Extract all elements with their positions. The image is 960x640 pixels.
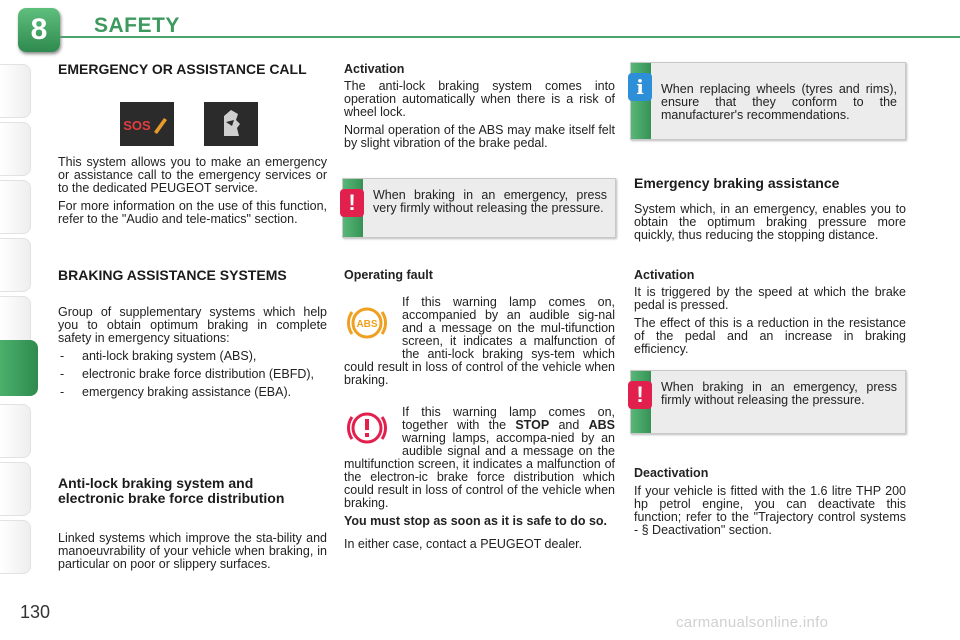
eba-activation-section bbox=[634, 268, 906, 356]
abs-title: Anti-lock braking system and electronic brake force distribution bbox=[58, 475, 285, 506]
activation-paragraph-2: Normal operation of the ABS may make itself felt by slight vibration of the brake pedal. bbox=[344, 123, 615, 150]
activation-section bbox=[344, 62, 615, 150]
eba-paragraph: System which, in an emergency, enables you to obtain the optimum braking pressure more quickly, thus reducing the stopping distance. bbox=[634, 202, 906, 242]
peugeot-lion-icon bbox=[204, 102, 258, 146]
side-tab-active[interactable] bbox=[0, 340, 38, 396]
page-title: SAFETY bbox=[94, 14, 180, 37]
deactivation-title: Deactivation bbox=[634, 466, 709, 480]
abs-lamp-text: ABS bbox=[356, 319, 378, 330]
warning-note-eba bbox=[630, 370, 906, 434]
stop-lamp-label: STOP bbox=[515, 418, 550, 432]
warning-note-abs bbox=[342, 178, 616, 238]
abs-paragraph: Linked systems which improve the sta-bility and manoeuvrability of your vehicle when braking, in particular on poor or slippery surfaces. bbox=[58, 531, 327, 571]
warning-note-text: When braking in an emergency, press very firmly without releasing the pressure. bbox=[373, 188, 607, 215]
side-tab-9[interactable] bbox=[0, 520, 31, 574]
braking-section bbox=[58, 268, 298, 283]
deactivation-section bbox=[634, 466, 906, 537]
info-note-text: When replacing wheels (tyres and rims), ensure that they conform to the manufacturer's recommendations. bbox=[661, 82, 897, 122]
warning-note-eba-text: When braking in an emergency, press firmly without releasing the pressure. bbox=[661, 380, 897, 407]
fault-text-a: If this warning lamp comes on, together with the bbox=[402, 405, 615, 432]
fault-title: Operating fault bbox=[344, 268, 433, 282]
fault-body-2 bbox=[344, 406, 615, 551]
fault-text-b: warning lamps, accompa-nied by an audible signal and a message on the multifunction screen, it indicates a malfunction of the electron-ic brake force distribution which could result in loss of control of the vehicle when braking. bbox=[344, 431, 615, 510]
emergency-paragraph-2: For more information on the use of this function, refer to the "Audio and tele-matics" section. bbox=[58, 199, 327, 226]
abs-body bbox=[58, 532, 327, 571]
eba-activation-paragraph-2: The effect of this is a reduction in the resistance of the pedal and an increase in braking efficiency. bbox=[634, 316, 906, 356]
warning-icon: ! bbox=[628, 381, 652, 409]
emergency-paragraph-1: This system allows you to make an emergency or assistance call to the emergency services or to the dedicated PEUGEOT service. bbox=[58, 155, 327, 195]
braking-body bbox=[58, 306, 327, 404]
chapter-tab[interactable] bbox=[18, 8, 60, 52]
braking-intro: Group of supplementary systems which help you to obtain optimum braking in complete safety in emergency situations: bbox=[58, 305, 327, 345]
brake-warning-lamp-icon bbox=[344, 406, 396, 450]
braking-title: BRAKING ASSISTANCE SYSTEMS bbox=[58, 267, 287, 283]
side-tab-7[interactable] bbox=[0, 404, 31, 458]
eba-activation-paragraph-1: It is triggered by the speed at which the brake pedal is pressed. bbox=[634, 285, 906, 312]
page-number: 130 bbox=[20, 602, 51, 622]
list-item: - anti-lock braking system (ABS), bbox=[58, 350, 327, 363]
stop-safe-text: You must stop as soon as it is safe to do so. bbox=[344, 514, 608, 528]
abs-lamp-label: ABS bbox=[588, 418, 615, 432]
sos-button-icon bbox=[120, 102, 174, 146]
watermark: carmanualsonline.info bbox=[676, 614, 829, 631]
fault-paragraph-1: If this warning lamp comes on, accompanied by an audible sig-nal and a message on the mul-tifunction screen, it indicates a malfunction of the anti-lock braking sys-tem which could result in loss of control of the vehicle when braking. bbox=[344, 295, 615, 387]
emergency-title: EMERGENCY OR ASSISTANCE CALL bbox=[58, 61, 307, 77]
side-tab-4[interactable] bbox=[0, 238, 31, 292]
fault-body-1 bbox=[344, 296, 615, 387]
abs-section bbox=[58, 476, 308, 506]
braking-list bbox=[58, 350, 327, 399]
deactivation-paragraph: If your vehicle is fitted with the 1.6 litre THP 200 hp petrol engine, you can deactivate this function; refer to the "Trajectory control systems - § Deactivation" section. bbox=[634, 484, 906, 537]
info-icon: i bbox=[628, 73, 652, 101]
fault-text-and: and bbox=[549, 418, 589, 432]
side-tab-3[interactable] bbox=[0, 180, 31, 234]
eba-activation-title: Activation bbox=[634, 268, 695, 282]
eba-section bbox=[634, 176, 906, 242]
chapter-number: 8 bbox=[30, 13, 48, 46]
side-tab-8[interactable] bbox=[0, 462, 31, 516]
emergency-section bbox=[58, 62, 328, 77]
info-note-wheels bbox=[630, 62, 906, 140]
activation-title: Activation bbox=[344, 62, 405, 76]
fault-section bbox=[344, 268, 615, 282]
side-tab-2[interactable] bbox=[0, 122, 31, 176]
list-item: - electronic brake force distribution (EBFD), bbox=[58, 368, 327, 381]
activation-paragraph-1: The anti-lock braking system comes into operation automatically when there is a risk of wheel lock. bbox=[344, 79, 615, 119]
eba-title: Emergency braking assistance bbox=[634, 175, 840, 191]
emergency-body bbox=[58, 156, 327, 226]
list-item: - emergency braking assistance (EBA). bbox=[58, 386, 327, 399]
contact-dealer-text: In either case, contact a PEUGEOT dealer. bbox=[344, 537, 583, 551]
warning-icon: ! bbox=[340, 189, 364, 217]
abs-warning-lamp-icon bbox=[344, 300, 396, 352]
sos-text: SOS bbox=[123, 118, 151, 133]
side-tab-1[interactable] bbox=[0, 64, 31, 118]
